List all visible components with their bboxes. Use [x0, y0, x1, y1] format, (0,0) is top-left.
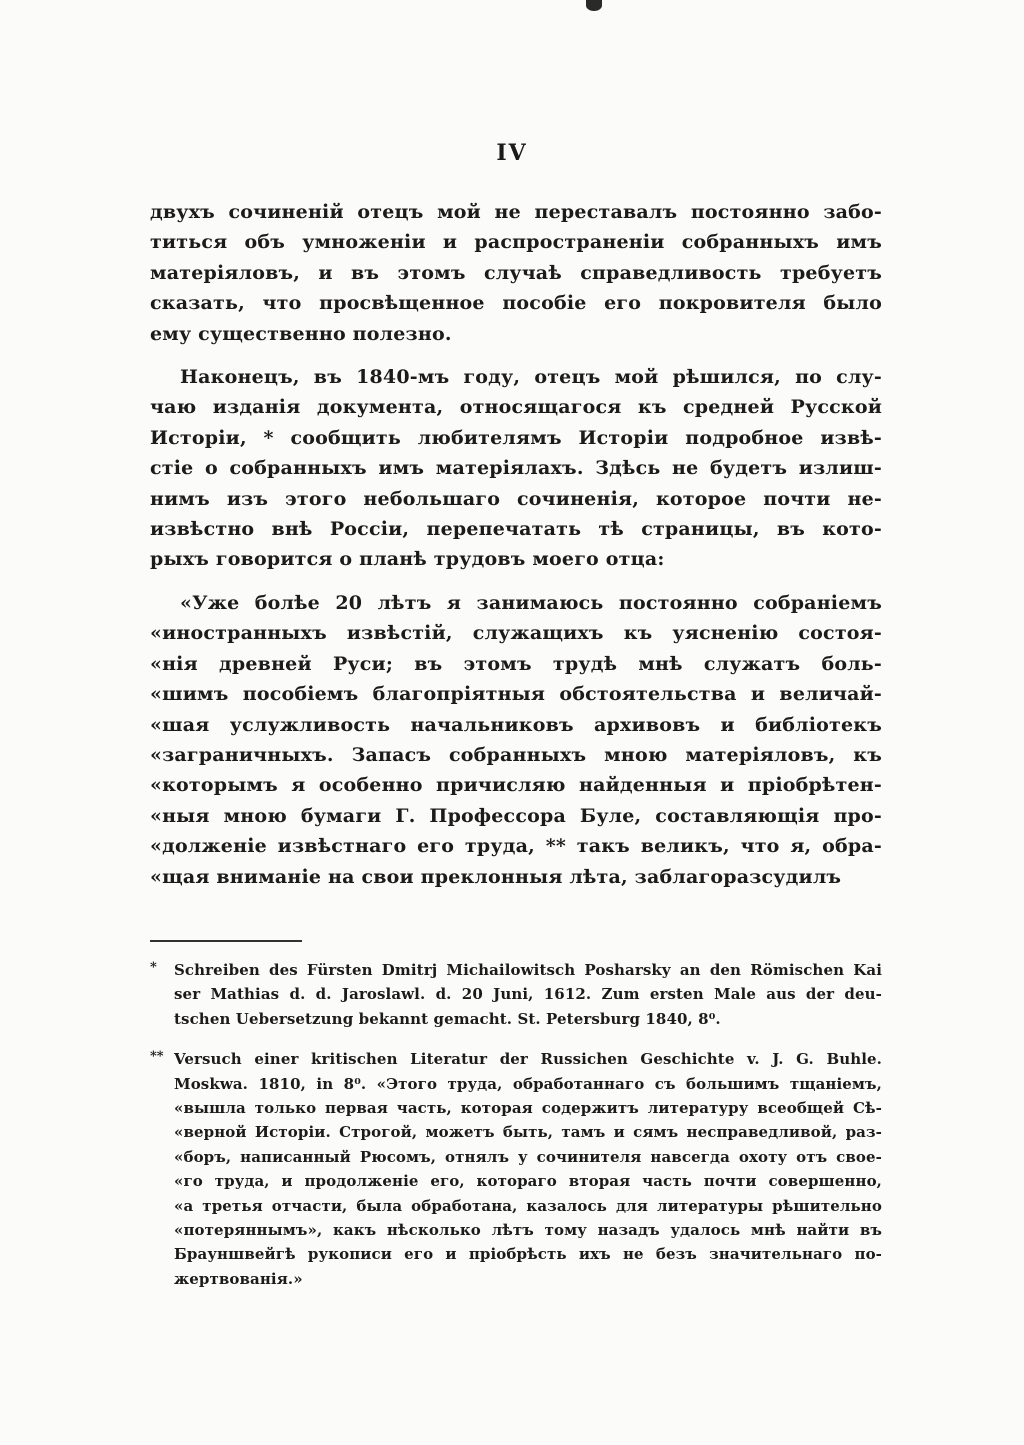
footnote-line: Брауншвейгѣ рукописи его и пріобрѣсть ихъ не безъ значительнаго по-: [174, 1245, 882, 1264]
paragraph: [150, 197, 882, 349]
footnote-separator: [150, 940, 302, 942]
text-line: «нія древней Руси; въ этомъ трудѣ мнѣ служатъ боль-: [150, 652, 882, 675]
paragraph: [150, 362, 882, 575]
text-line: двухъ сочиненій отецъ мой не переставалъ постоянно забо-: [150, 201, 882, 223]
text-line: «заграничныхъ. Запасъ собранныхъ мною матеріяловъ, къ: [150, 743, 882, 766]
paragraph: [150, 588, 882, 892]
text-line: «ныя мною бумаги Г. Профессора Буле, составляющія про-: [150, 804, 882, 827]
footnote-line: Moskwa. 1810, in 8⁰. «Этого труда, обработаннаго съ большимъ тщаніемъ,: [174, 1074, 882, 1093]
footnote-marker: *: [150, 960, 157, 975]
footnote: [150, 958, 882, 1031]
footnote-line: «потеряннымъ», какъ нѣсколько лѣтъ тому назадъ удалось мнѣ найти въ: [174, 1221, 882, 1240]
footnote-line: «боръ, написанный Рюсомъ, отнялъ у сочинителя навсегда охоту отъ свое-: [174, 1147, 882, 1166]
footnote-line: Versuch einer kritischen Literatur der Russichen Geschichte v. J. G. Buhle.: [174, 1050, 882, 1069]
text-line: ему существенно полезно.: [150, 322, 452, 345]
footnote-line: Schreiben des Fürsten Dmitrj Michailowitsch Posharsky an den Römischen Kai: [174, 961, 882, 979]
text-line: «Уже болѣе 20 лѣтъ я занимаюсь постоянно собраніемъ: [180, 591, 882, 614]
text-line: «щая вниманіе на свои преклонныя лѣта, заблагоразсудилъ: [150, 865, 842, 888]
footnote-line: tschen Uebersetzung bekannt gemacht. St. Petersburg 1840, 8⁰.: [174, 1009, 721, 1028]
text-line: стіе о собранныхъ имъ матеріялахъ. Здѣсь не будетъ излиш-: [150, 457, 882, 480]
text-line: «шимъ пособіемъ благопріятныя обстоятельства и величай-: [150, 683, 882, 706]
ink-speck: [586, 0, 602, 11]
footnote: [150, 1047, 882, 1291]
text-line: «долженіе извѣстнаго его труда, ** такъ великъ, что я, обра-: [150, 835, 882, 858]
text-line: титься объ умноженіи и распространеніи собранныхъ имъ: [150, 231, 882, 254]
text-line: Наконецъ, въ 1840-мъ году, отецъ мой рѣшился, по слу-: [180, 366, 882, 389]
text-line: Исторіи, * сообщить любителямъ Исторіи подробное извѣ-: [150, 426, 882, 449]
footnote-line: ser Mathias d. d. Jaroslawl. d. 20 Juni, 1612. Zum ersten Male aus der deu-: [174, 985, 882, 1004]
text-line: рыхъ говорится о планѣ трудовъ моего отца:: [150, 548, 665, 571]
page-number: IV: [496, 140, 528, 166]
footnotes: [150, 958, 882, 1291]
text-line: извѣстно внѣ Россіи, перепечатать тѣ страницы, въ кото-: [150, 518, 882, 541]
footnote-marker: **: [150, 1049, 164, 1065]
footnote-line: «го труда, и продолженіе его, котораго вторая часть почти совершенно,: [174, 1172, 882, 1191]
text-line: чаю изданія документа, относящагося къ средней Русской: [150, 396, 882, 419]
text-line: «которымъ я особенно причисляю найденныя и пріобрѣтен-: [150, 774, 882, 797]
body-text: [150, 197, 882, 892]
footnote-line: «верной Исторіи. Строгой, можетъ быть, тамъ и сямъ несправедливой, раз-: [174, 1123, 882, 1142]
text-line: «шая услужливость начальниковъ архивовъ и библіотекъ: [150, 713, 882, 736]
footnote-line: жертвованія.»: [174, 1269, 303, 1288]
text-line: «иностранныхъ извѣстій, служащихъ къ уясненію состоя-: [150, 622, 882, 645]
text-line: матеріяловъ, и въ этомъ случаѣ справедливость требуетъ: [150, 261, 882, 284]
footnote-line: «вышла только первая часть, которая содержитъ литературу всеобщей Сѣ-: [174, 1099, 882, 1118]
footnote-line: «а третья отчасти, была обработана, казалось для литературы рѣшительно: [174, 1196, 882, 1215]
text-line: нимъ изъ этого небольшаго сочиненія, которое почти не-: [150, 487, 882, 510]
text-line: сказать, что просвѣщенное пособіе его покровителя было: [150, 292, 882, 315]
